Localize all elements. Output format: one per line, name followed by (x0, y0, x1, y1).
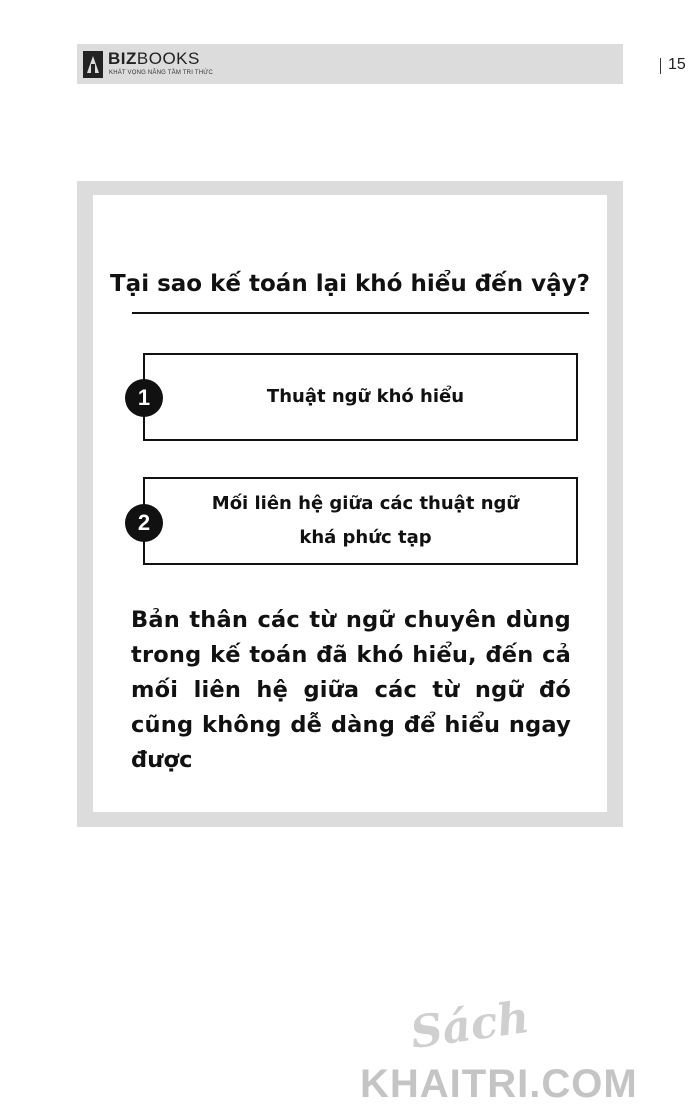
point-box-1 (143, 353, 578, 441)
content-card (93, 195, 607, 812)
brand-tagline: KHÁT VỌNG NÂNG TẦM TRI THỨC (109, 70, 214, 76)
point-text-2 (202, 487, 519, 555)
bizbooks-logo-icon (83, 51, 103, 78)
page-number: 15 (668, 56, 686, 73)
question-underline (132, 312, 589, 314)
brand-name-light: BOOKS (136, 49, 200, 68)
point-2-line-1: Mối liên hệ giữa các thuật ngữ (211, 493, 520, 514)
running-header (77, 44, 686, 84)
number-badge-1: 1 (125, 379, 163, 417)
brand-name (108, 49, 200, 69)
number-badge-2: 2 (125, 504, 163, 542)
point-text-1 (257, 380, 464, 414)
watermark-site-name: KHAITRI.COM (360, 1062, 638, 1106)
point-box-2 (143, 477, 578, 565)
content-card-frame (77, 181, 623, 827)
card-summary: Bản thân các từ ngữ chuyên dùng trong kế toán đã khó hiểu, đến cả mối liên hệ giữa các từ ngữ đó cũng không dễ dàng để hiểu ngay được (131, 607, 571, 773)
page-number-divider (660, 58, 661, 74)
card-question: Tại sao kế toán lại khó hiểu đến vậy? (109, 271, 591, 297)
site-watermark (360, 991, 690, 1115)
brand-name-bold: BIZ (108, 49, 137, 68)
point-2-line-2: khá phức tạp (299, 527, 432, 548)
point-1-line-1: Thuật ngữ khó hiểu (266, 386, 465, 407)
watermark-script-text: Sách (407, 991, 533, 1060)
